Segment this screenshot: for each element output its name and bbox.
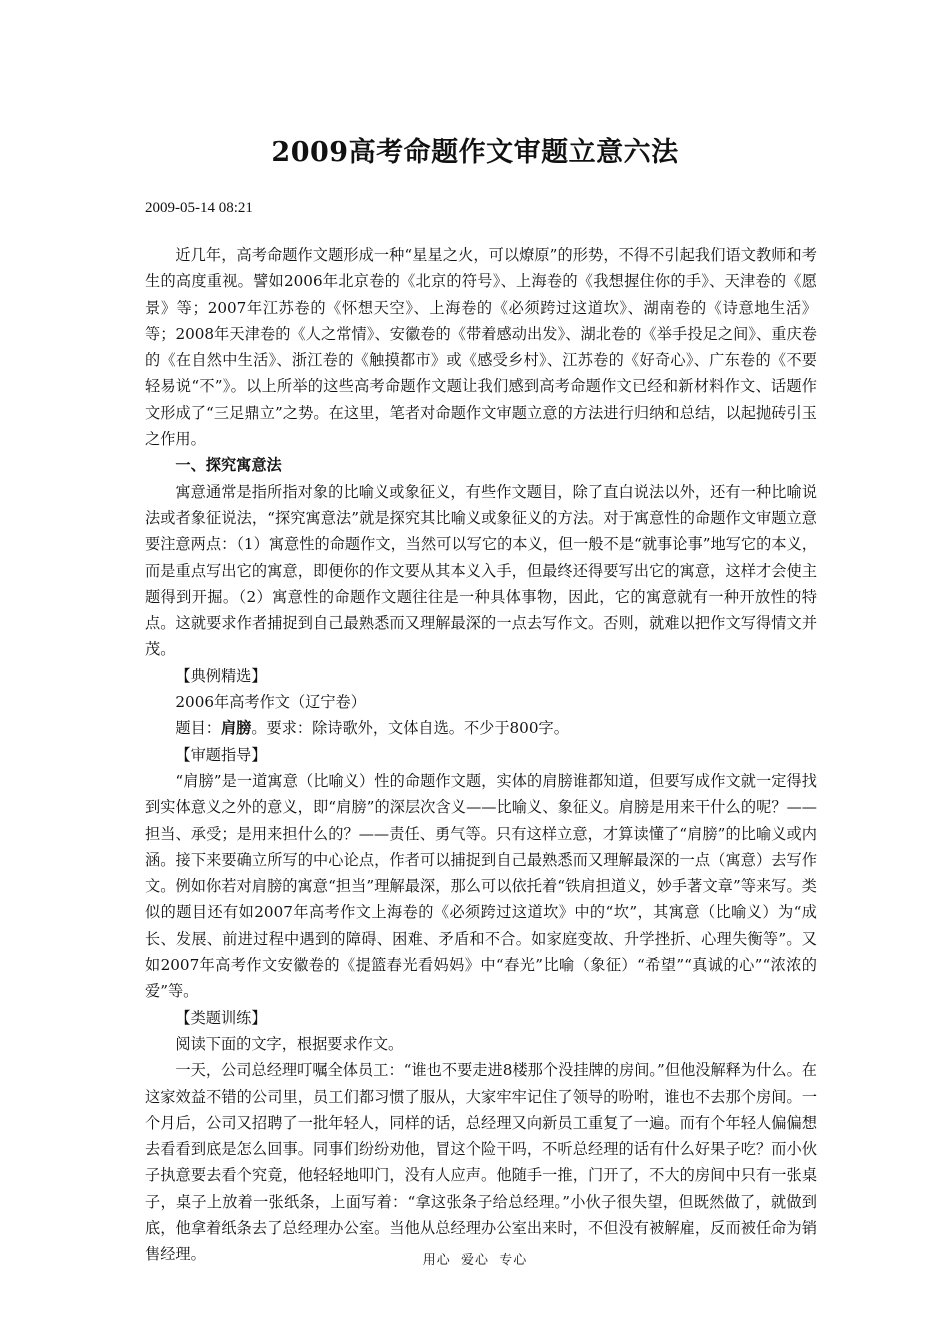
training-story: 一天，公司总经理叮嘱全体员工：“谁也不要走进8楼那个没挂牌的房间。”但他没解释为什么。在这家效益不错的公司里，员工们都习惯了服从，大家牢牢记住了领导的吩咐，谁也不去那个房间。一个月后，公司又招聘了一批年轻人，同样的话，总经理又向新员工重复了一遍。而有个年轻人偏偏想去看看到底是怎么回事。同事们纷纷劝他，冒这个险干吗，不听总经理的话有什么好果子吃？而小伙子执意要去看个究竟，他轻轻地叩门，没有人应声。他随手一推，门开了，不大的房间中只有一张桌子，桌子上放着一张纸条，上面写着：“拿这张条子给总经理。”小伙子很失望，但既然做了，就做到底，他拿着纸条去了总经理办公室。当他从总经理办公室出来时，不但没有被解雇，反而被任命为销售经理。 xyxy=(145,1061,817,1264)
intro-paragraph: 近几年，高考命题作文题形成一种“星星之火，可以燎原”的形势，不得不引起我们语文教师和考生的高度重视。譬如2006年北京卷的《北京的符号》、上海卷的《我想握住你的手》、天津卷的《愿景》等；2007年江苏卷的《怀想天空》、上海卷的《必须跨过这道坎》、湖南卷的《诗意地生活》等；2008年天津卷的《人之常情》、安徽卷的《带着感动出发》、湖北卷的《举手投足之间》、重庆卷的《在自然中生活》、浙江卷的《触摸都市》或《感受乡村》、江苏卷的《好奇心》、广东卷的《不要轻易说“不”》。以上所举的这些高考命题作文题让我们感到高考命题作文已经和新材料作文、话题作文形成了“三足鼎立”之势。在这里，笔者对命题作文审题立意的方法进行归纳和总结，以起抛砖引玉之作用。 xyxy=(145,246,817,449)
guide-label: 【审题指导】 xyxy=(175,745,267,764)
page-footer: 用心 爱心 专心 xyxy=(422,1253,528,1268)
training-instruction: 阅读下面的文字，根据要求作文。 xyxy=(175,1034,404,1053)
example-source: 2006年高考作文（辽宁卷） xyxy=(175,693,366,712)
topic-prefix: 题目： xyxy=(175,719,221,738)
page-title: 2009高考命题作文审题立意六法 xyxy=(271,137,679,168)
training-label: 【类题训练】 xyxy=(175,1008,267,1027)
article-body xyxy=(145,242,817,1268)
method-paragraph: 寓意通常是指所指对象的比喻义或象征义，有些作文题目，除了直白说法以外，还有一种比喻说法或者象征说法，“探究寓意法”就是探究其比喻义或象征义的方法。对于寓意性的命题作文审题立意要注意两点：（1）寓意性的命题作文，当然可以写它的本义，但一般不是“就事论事”地写它的本义，而是重点写出它的寓意，即便你的作文要从其本义入手，但最终还得要写出它的寓意，这样才会使主题得到开掘。（2）寓意性的命题作文题往往是一种具体事物，因此，它的寓意就有一种开放性的特点。这就要求作者捕捉到自己最熟悉而又理解最深的一点去写作文。否则，就难以把作文写得情文并茂。 xyxy=(145,482,817,659)
example-label: 【典例精选】 xyxy=(175,666,267,685)
example-topic xyxy=(145,715,817,741)
guide-paragraph: “肩膀”是一道寓意（比喻义）性的命题作文题，实体的肩膀谁都知道，但要写成作文就一定得找到实体意义之外的意义，即“肩膀”的深层次含义——比喻义、象征义。肩膀是用来干什么的呢？——担当、承受；是用来担什么的？——责任、勇气等。只有这样立意，才算读懂了“肩膀”的比喻义或内涵。接下来要确立所写的中心论点，作者可以捕捉到自己最熟悉而又理解最深的一点（寓意）去写作文。例如你若对肩膀的寓意“担当”理解最深，那么可以依托着“铁肩担道义，妙手著文章”等来写。类似的题目还有如2007年高考作文上海卷的《必须跨过这道坎》中的“坎”，其寓意（比喻义）为“成长、发展、前进过程中遇到的障碍、困难、矛盾和不合。如家庭变故、升学挫折、心理失衡等”。又如2007年高考作文安徽卷的《提篮春光看妈妈》中“春光”比喻（象征）“希望”“真诚的心”“浓浓的爱”等。 xyxy=(145,771,817,1001)
publish-date: 2009-05-14 08:21 xyxy=(145,200,253,216)
topic-title: 肩膀 xyxy=(220,719,252,738)
topic-requirement: 。要求：除诗歌外，文体自选。不少于800字。 xyxy=(251,719,569,738)
section-heading: 一、探究寓意法 xyxy=(175,456,282,475)
